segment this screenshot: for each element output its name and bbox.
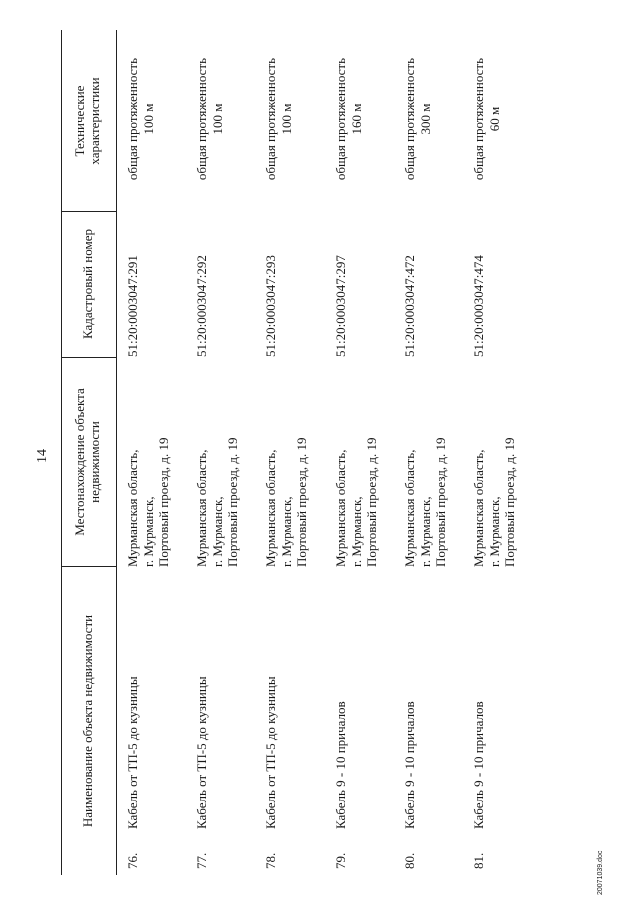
row-location-line: г. Мурманск, xyxy=(486,496,502,567)
row-location-line: Мурманская область, xyxy=(263,449,278,567)
row-cadastral: 51:20:0003047:291 xyxy=(125,255,140,357)
row-number: 77. xyxy=(194,852,209,869)
row-cadastral: 51:20:0003047:292 xyxy=(194,255,209,357)
row-location-line: г. Мурманск, xyxy=(278,496,294,567)
row-tech-line: 100 м xyxy=(209,103,225,135)
row-location-line: Портовый проезд, д. 19 xyxy=(225,437,240,567)
row-location-line: Мурманская область, xyxy=(471,449,486,567)
row-location-line: Мурманская область, xyxy=(402,449,417,567)
row-number: 78. xyxy=(263,852,278,869)
row-tech-line: 100 м xyxy=(278,103,294,135)
row-location-line: Мурманская область, xyxy=(333,449,348,567)
row-name: Кабель от ТП-5 до кузницы xyxy=(263,676,278,829)
row-tech-line: общая протяженность xyxy=(333,57,348,181)
table-top-rule xyxy=(61,30,62,875)
row-tech-line: общая протяженность xyxy=(402,57,417,181)
row-location-line: г. Мурманск, xyxy=(417,496,433,567)
row-tech-line: 300 м xyxy=(417,103,433,135)
column-divider xyxy=(62,211,116,212)
row-location-line: г. Мурманск, xyxy=(209,496,225,567)
row-number: 80. xyxy=(402,852,417,869)
row-number: 81. xyxy=(471,852,486,869)
row-location-line: Портовый проезд, д. 19 xyxy=(502,437,517,567)
row-name: Кабель 9 - 10 причалов xyxy=(471,701,486,829)
row-tech-line: общая протяженность xyxy=(194,57,209,181)
row-tech-line: 160 м xyxy=(348,103,364,135)
row-name: Кабель от ТП-5 до кузницы xyxy=(125,676,140,829)
footer-filename: 20071039.doc xyxy=(597,850,604,895)
row-tech-line: 100 м xyxy=(140,103,156,135)
row-cadastral: 51:20:0003047:472 xyxy=(402,255,417,357)
row-tech-line: общая протяженность xyxy=(125,57,140,181)
row-name: Кабель от ТП-5 до кузницы xyxy=(194,676,209,829)
row-location-line: Портовый проезд, д. 19 xyxy=(433,437,448,567)
row-location-line: Мурманская область, xyxy=(125,449,140,567)
header-location: Местонахождение объекта недвижимости xyxy=(72,388,102,536)
table-header-rule xyxy=(116,30,117,875)
page-number: 14 xyxy=(35,449,50,463)
row-location-line: г. Мурманск, xyxy=(140,496,156,567)
row-location-line: Портовый проезд, д. 19 xyxy=(364,437,379,567)
header-name: Наименование объекта недвижимости xyxy=(80,614,95,828)
row-cadastral: 51:20:0003047:474 xyxy=(471,255,486,357)
row-location-line: Портовый проезд, д. 19 xyxy=(156,437,171,567)
row-name: Кабель 9 - 10 причалов xyxy=(402,701,417,829)
row-name: Кабель 9 - 10 причалов xyxy=(333,701,348,829)
row-cadastral: 51:20:0003047:297 xyxy=(333,255,348,357)
column-divider xyxy=(62,357,116,358)
row-tech-line: общая протяженность xyxy=(471,57,486,181)
row-cadastral: 51:20:0003047:293 xyxy=(263,255,278,357)
header-cadastral: Кадастровый номер xyxy=(80,228,95,340)
row-tech-line: 60 м xyxy=(486,106,502,132)
row-location-line: Портовый проезд, д. 19 xyxy=(294,437,309,567)
row-number: 79. xyxy=(333,852,348,869)
header-tech: Технические характеристики xyxy=(72,77,102,165)
row-location-line: Мурманская область, xyxy=(194,449,209,567)
row-location-line: г. Мурманск, xyxy=(348,496,364,567)
row-number: 76. xyxy=(125,852,140,869)
row-tech-line: общая протяженность xyxy=(263,57,278,181)
